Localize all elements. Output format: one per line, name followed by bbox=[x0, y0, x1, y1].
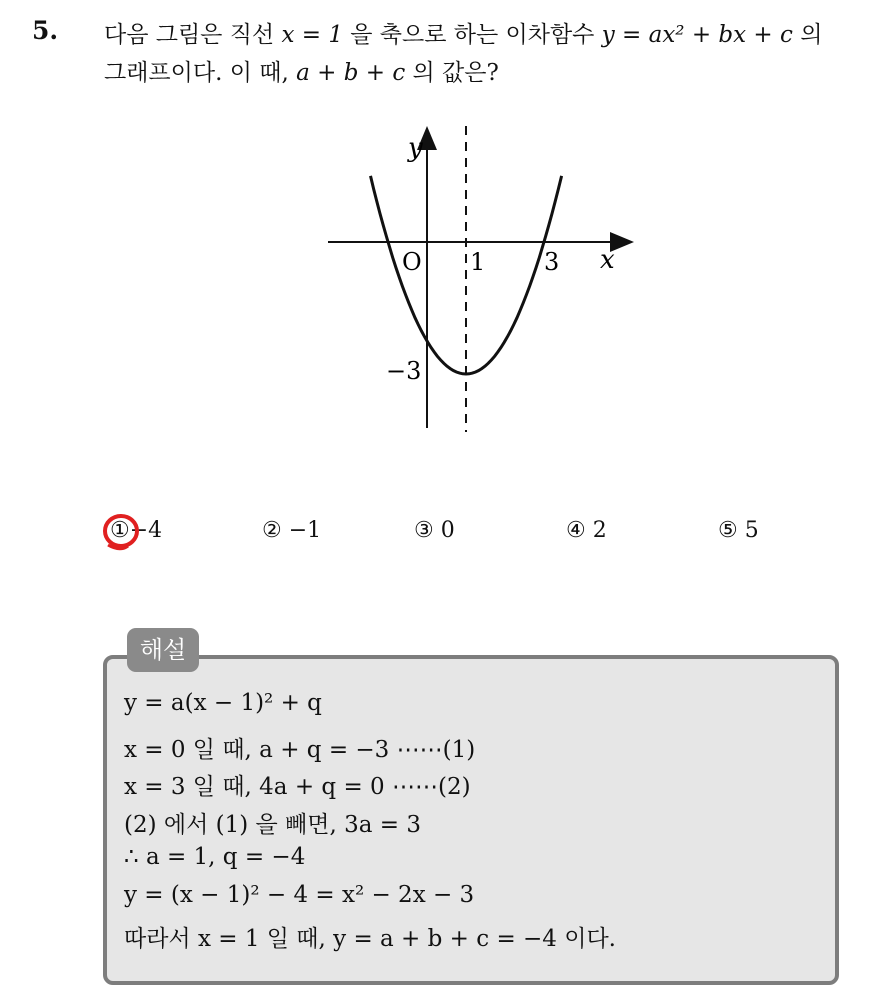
solution-line-4: (2) 에서 (1) 을 빼면, 3a = 3 bbox=[124, 812, 421, 838]
choice-2-value: −1 bbox=[288, 518, 322, 543]
origin-label: O bbox=[402, 248, 422, 276]
solution-line-3: x = 3 일 때, 4a + q = 0 ⋯⋯(2) bbox=[124, 774, 471, 800]
question-number: 5. bbox=[32, 16, 59, 45]
question-text-d: 그래프이다. 이 때, bbox=[104, 60, 289, 86]
sum-expression: a + b + c bbox=[296, 60, 406, 86]
choice-3[interactable] bbox=[414, 518, 455, 543]
question-text-e: 의 값은? bbox=[412, 60, 499, 86]
parabola-graph bbox=[320, 120, 640, 440]
solution-line-5: ∴ a = 1, q = −4 bbox=[124, 844, 306, 870]
solution-line-6: y = (x − 1)² − 4 = x² − 2x − 3 bbox=[124, 882, 475, 908]
choice-4-mark: ④ bbox=[566, 518, 586, 543]
choice-5-value: 5 bbox=[744, 518, 759, 543]
x-tick-1-label: 1 bbox=[470, 248, 486, 276]
choice-5[interactable] bbox=[718, 518, 759, 543]
solution-line-7: 따라서 x = 1 일 때, y = a + b + c = −4 이다. bbox=[124, 926, 616, 952]
choice-3-mark: ③ bbox=[414, 518, 434, 543]
x-axis-label: x bbox=[600, 245, 615, 275]
question-text-b: 을 축으로 하는 이차함수 bbox=[350, 22, 595, 48]
solution-line-1: y = a(x − 1)² + q bbox=[124, 690, 322, 716]
answer-choices bbox=[0, 518, 884, 554]
question-text-a: 다음 그림은 직선 bbox=[104, 22, 275, 48]
question-line-1 bbox=[104, 16, 822, 49]
choice-4-value: 2 bbox=[592, 518, 607, 543]
x-tick-3-label: 3 bbox=[544, 248, 560, 276]
axis-equation: x = 1 bbox=[281, 22, 343, 48]
choice-1-mark: ① bbox=[110, 518, 130, 543]
question-text-c: 의 bbox=[800, 22, 823, 48]
choice-2[interactable] bbox=[262, 518, 321, 543]
selected-circle-icon bbox=[100, 510, 146, 556]
choice-3-value: 0 bbox=[440, 518, 455, 543]
y-axis-label: y bbox=[408, 133, 423, 163]
choice-2-mark: ② bbox=[262, 518, 282, 543]
choice-5-mark: ⑤ bbox=[718, 518, 738, 543]
quadratic-function: y = ax² + bx + c bbox=[601, 22, 793, 48]
y-intercept-label: −3 bbox=[386, 357, 422, 385]
choice-1-value: −4 bbox=[129, 518, 163, 543]
question-line-2 bbox=[104, 54, 499, 87]
choice-1[interactable] bbox=[110, 518, 162, 543]
solution-line-2: x = 0 일 때, a + q = −3 ⋯⋯(1) bbox=[124, 737, 476, 763]
solution-tag: 해설 bbox=[127, 628, 199, 672]
choice-4[interactable] bbox=[566, 518, 607, 543]
